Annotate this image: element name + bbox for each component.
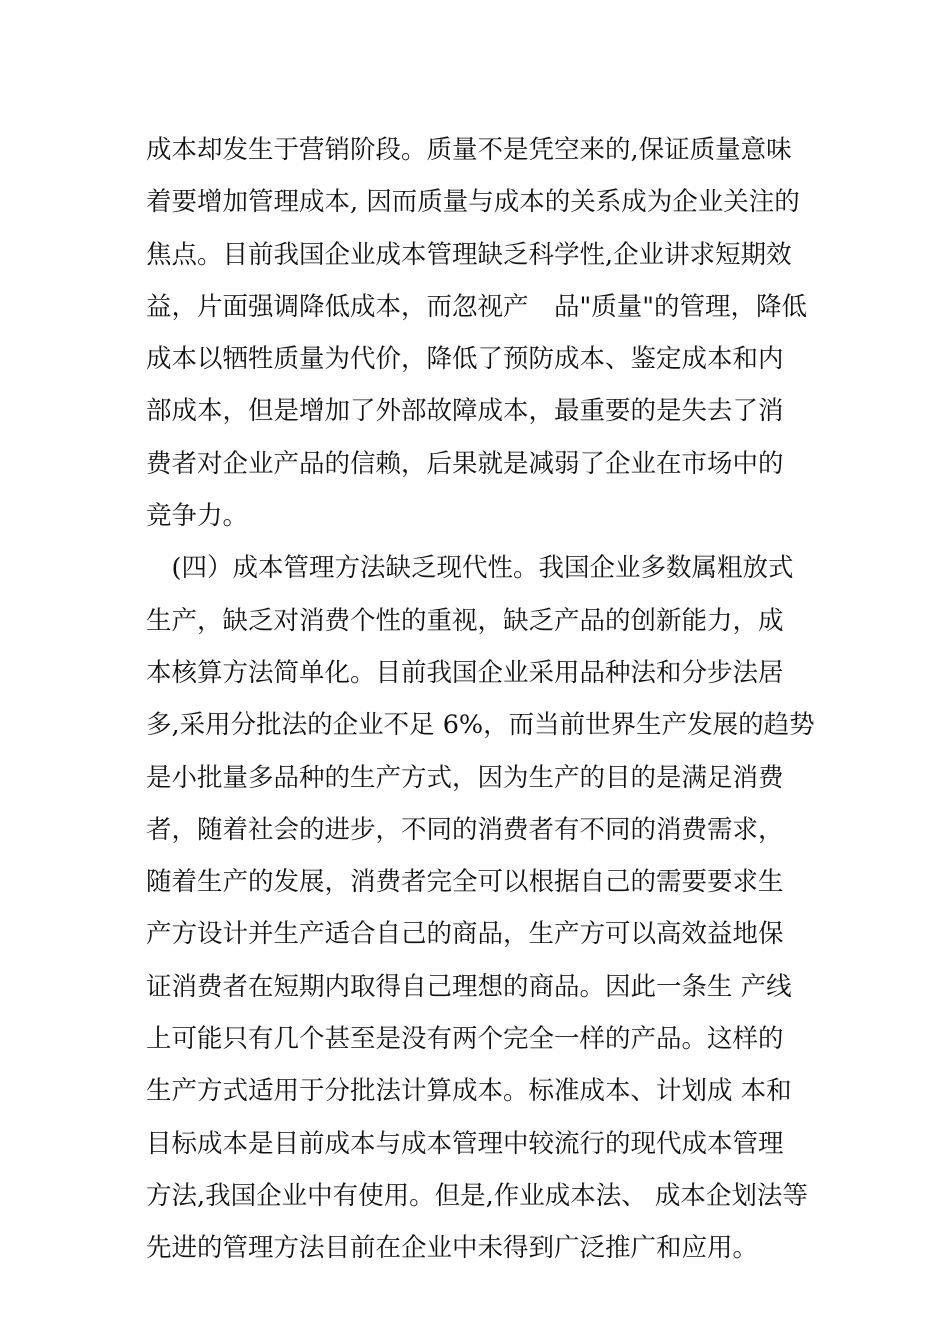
text-line: 益，片面强调降低成本，而忽视产 品"质量"的管理，降低 [146,291,807,322]
text-line: 先进的管理方法目前在企业中未得到广泛推广和应用。 [146,1233,759,1264]
text-line: 产方设计并生产适合自己的商品，生产方可以高效益地保 [146,919,784,950]
text-line: 证消费者在短期内取得自己理想的商品。因此一条生 产线 [146,971,792,1002]
text-line: 随着生产的发展，消费者完全可以根据自己的需要要求生 [146,867,784,898]
text-line: 方法,我国企业中有使用。但是,作业成本法、 成本企划法等 [146,1180,808,1211]
text-line: (四）成本管理方法缺乏现代性。我国企业多数属粗放式 [146,553,794,584]
text-line: 竞争力。 [146,501,249,532]
text-line: 成本却发生于营销阶段。质量不是凭空来的,保证质量意味 [146,135,792,165]
text-line: 本核算方法简单化。目前我国企业采用品种法和分步法居 [146,657,784,688]
text-line: 部成本，但是增加了外部故障成本，最重要的是失去了消 [146,396,784,427]
text-line: 成本以牺牲质量为代价，降低了预防成本、鉴定成本和内 [146,344,784,375]
text-line: 多,采用分批法的企业不足 6%，而当前世界生产发展的趋势 [146,710,815,741]
text-line: 着要增加管理成本, 因而质量与成本的关系成为企业关注的 [146,187,800,218]
text-line: 费者对企业产品的信赖，后果就是减弱了企业在市场中的 [146,448,784,479]
text-line: 生产方式适用于分批法计算成本。标准成本、计划成 本和 [146,1076,792,1107]
text-line: 目标成本是目前成本与成本管理中较流行的现代成本管理 [146,1128,784,1159]
body-text [146,124,815,1275]
text-line: 者，随着社会的进步，不同的消费者有不同的消费需求， [146,814,784,845]
text-line: 上可能只有几个甚至是没有两个完全一样的产品。这样的 [146,1024,784,1055]
text-line: 生产，缺乏对消费个性的重视，缺乏产品的创新能力，成 [146,605,784,636]
text-line: 是小批量多品种的生产方式，因为生产的目的是满足消费 [146,762,784,793]
text-line: 焦点。目前我国企业成本管理缺乏科学性,企业讲求短期效 [146,239,792,270]
